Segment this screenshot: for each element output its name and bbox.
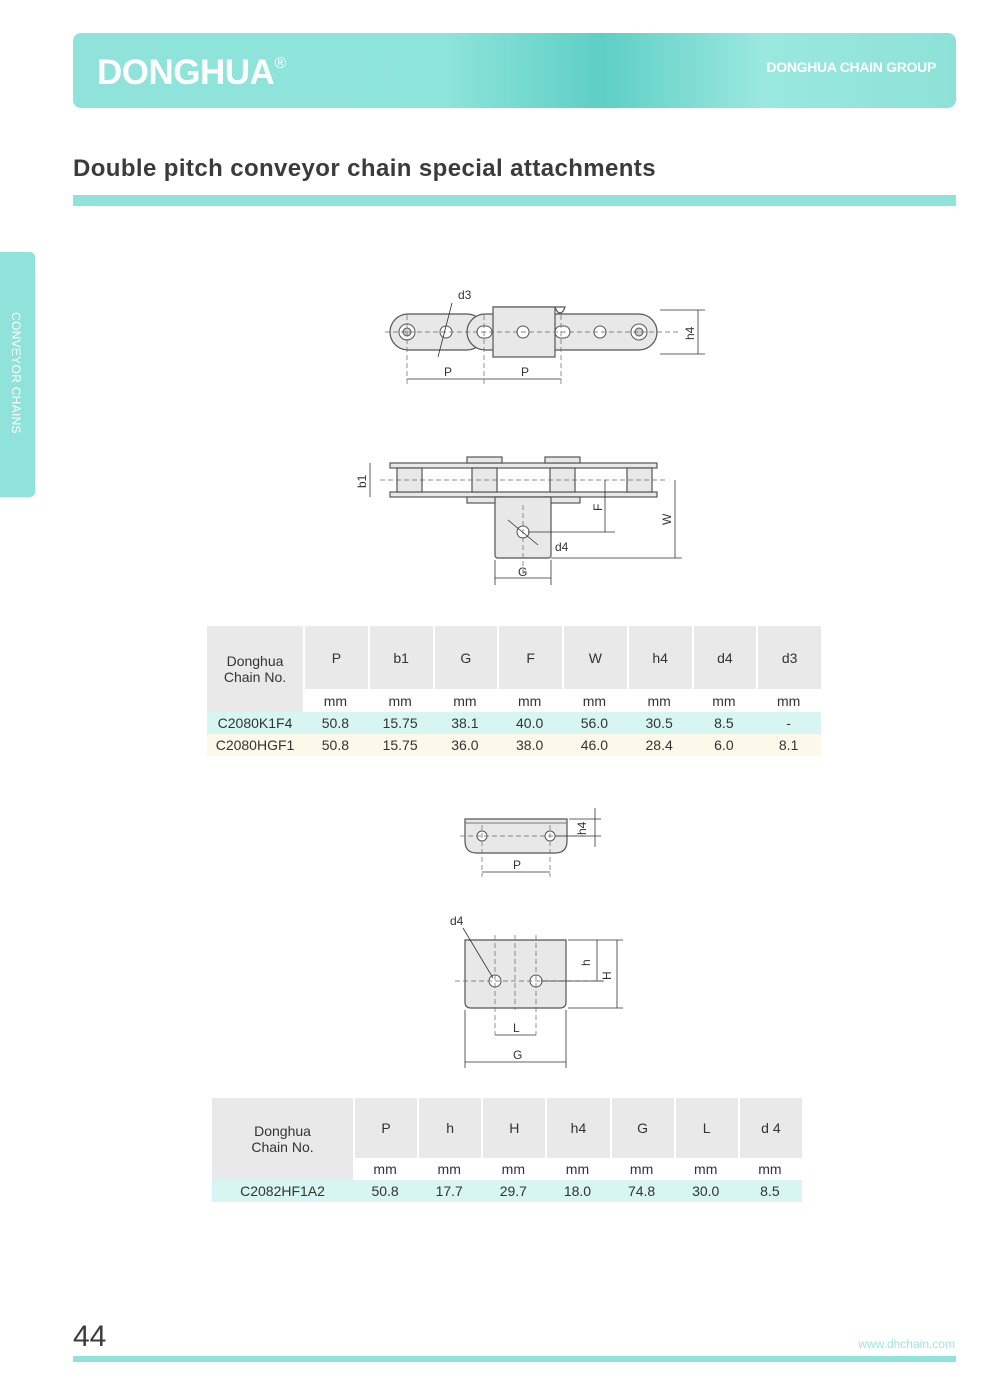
svg-text:d3: d3: [458, 288, 472, 302]
table-row: C2080HGF1 50.8 15.75 36.0 38.0 46.0 28.4 6.0 8.1: [207, 734, 821, 756]
column-header: W: [562, 626, 627, 689]
attachment-front-view-drawing: [445, 910, 630, 1072]
svg-text:P: P: [444, 365, 453, 379]
svg-text:d4: d4: [450, 914, 464, 928]
unit-cell: mm: [501, 1161, 525, 1177]
attachment-top-view-drawing: [455, 805, 605, 880]
svg-text:G: G: [513, 1048, 523, 1062]
svg-text:d4: d4: [555, 540, 569, 554]
title-divider: [73, 195, 956, 206]
side-section-tab[interactable]: CONVEYOR CHAINS: [0, 252, 35, 497]
header-banner: [73, 33, 956, 108]
svg-text:h: h: [579, 959, 593, 966]
svg-text:L: L: [513, 1021, 520, 1035]
unit-cell: mm: [758, 1161, 782, 1177]
unit-cell: mm: [712, 692, 736, 709]
unit-cell: mm: [629, 1161, 654, 1177]
column-header: d 4: [738, 1098, 802, 1158]
column-header: L: [674, 1098, 738, 1158]
column-header: h4: [627, 626, 692, 689]
svg-text:F: F: [591, 503, 605, 511]
unit-cell: mm: [647, 692, 671, 709]
unit-cell: mm: [388, 692, 412, 709]
website-link[interactable]: www.dhchain.com: [858, 1337, 955, 1351]
column-header: h: [417, 1098, 481, 1158]
unit-cell: mm: [453, 692, 477, 709]
column-header: H: [481, 1098, 545, 1158]
column-header: P: [303, 626, 368, 689]
unit-cell: mm: [323, 692, 348, 709]
table-header-name: Donghua Chain No.: [207, 626, 303, 712]
unit-cell: mm: [517, 692, 542, 709]
spec-table-1: [207, 626, 821, 756]
svg-text:b1: b1: [355, 474, 369, 488]
table-row: C2082HF1A2 50.8 17.7 29.7 18.0 74.8 30.0 8.5: [212, 1180, 802, 1202]
group-name: DONGHUA CHAIN GROUP: [766, 59, 936, 75]
chain-side-view-drawing: [350, 445, 695, 590]
svg-text:H: H: [600, 971, 614, 980]
column-header: b1: [368, 626, 433, 689]
svg-text:P: P: [521, 365, 530, 379]
svg-text:P: P: [513, 858, 522, 872]
unit-cell: mm: [776, 692, 801, 709]
column-header: F: [497, 626, 562, 689]
svg-text:G: G: [518, 565, 528, 579]
column-header: P: [353, 1098, 417, 1158]
column-header: G: [610, 1098, 674, 1158]
brand-logo: DONGHUA®: [97, 53, 286, 92]
column-header: d4: [692, 626, 757, 689]
chain-top-view-drawing: [380, 285, 720, 390]
svg-text:W: W: [660, 513, 674, 525]
unit-cell: mm: [694, 1161, 718, 1177]
column-header: G: [433, 626, 498, 689]
page-title: Double pitch conveyor chain special attachments: [73, 155, 656, 182]
svg-text:h4: h4: [683, 326, 697, 340]
unit-cell: mm: [373, 1161, 397, 1177]
unit-cell: mm: [565, 1161, 590, 1177]
table-row: C2080K1F4 50.8 15.75 38.1 40.0 56.0 30.5 8.5 -: [207, 712, 821, 734]
unit-cell: mm: [582, 692, 607, 709]
page-number: 44: [73, 1320, 107, 1353]
unit-cell: mm: [437, 1161, 461, 1177]
column-header: h4: [545, 1098, 609, 1158]
column-header: d3: [756, 626, 821, 689]
svg-text:h4: h4: [575, 821, 589, 835]
table-header-name: Donghua Chain No.: [212, 1098, 353, 1180]
spec-table-2: [212, 1098, 802, 1202]
footer-divider: [73, 1356, 956, 1362]
